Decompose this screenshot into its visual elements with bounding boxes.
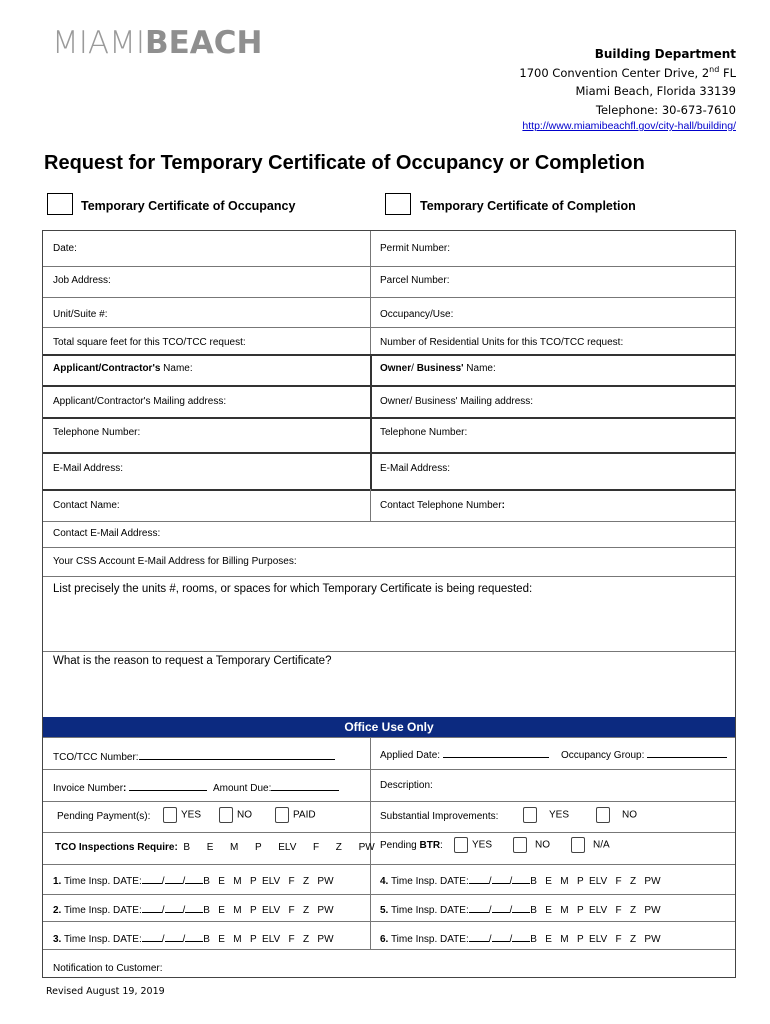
checkbox-icon[interactable] [596, 807, 610, 823]
time-insp-4[interactable]: 4. Time Insp. DATE: / / B E M P ELV F Z PW [380, 873, 661, 888]
substantial-no[interactable]: NO [596, 807, 637, 823]
list-units-field[interactable]: List precisely the units #, rooms, or spaces for which Temporary Certificate is being requested: [53, 583, 533, 595]
amount-due-field[interactable]: Amount Due: [213, 780, 339, 795]
pending-no[interactable]: NO [219, 807, 252, 823]
invoice-number-field[interactable]: Invoice Number: [53, 780, 207, 795]
miami-beach-logo: MIAMIBEACH [52, 25, 263, 61]
btr-yes[interactable]: YES [454, 837, 492, 853]
pending-yes[interactable]: YES [163, 807, 201, 823]
owner-mailing-field[interactable]: Owner/ Business' Mailing address: [380, 396, 534, 407]
contact-name-field[interactable]: Contact Name: [53, 500, 120, 511]
permit-number-field[interactable]: Permit Number: [380, 243, 451, 254]
website-link[interactable]: http://www.miamibeachfl.gov/city-hall/building/ [522, 120, 736, 132]
description-field[interactable]: Description: [380, 780, 433, 791]
department-info [519, 45, 736, 133]
office-use-banner: Office Use Only [43, 717, 735, 737]
time-insp-1[interactable]: 1. Time Insp. DATE: / / B E M P ELV F Z PW [53, 873, 334, 888]
request-form [42, 230, 736, 978]
occupancy-group-field[interactable]: Occupancy Group: [561, 747, 727, 762]
applicant-mailing-field[interactable]: Applicant/Contractor's Mailing address: [53, 396, 227, 407]
tco-inspections-require[interactable]: TCO Inspections Require: B E M P ELV F Z PW [55, 842, 375, 853]
department-name: Building Department [594, 47, 736, 61]
job-address-field[interactable]: Job Address: [53, 275, 111, 286]
time-insp-6[interactable]: 6. Time Insp. DATE: / / B E M P ELV F Z PW [380, 931, 661, 946]
checkbox-icon[interactable] [275, 807, 289, 823]
btr-na[interactable]: N/A [571, 837, 610, 853]
revised-date: Revised August 19, 2019 [46, 986, 165, 997]
applicant-email-field[interactable]: E-Mail Address: [53, 463, 124, 474]
page-title: Request for Temporary Certificate of Occupancy or Completion [44, 152, 645, 174]
checkbox-icon[interactable] [571, 837, 585, 853]
pending-btr-label: Pending BTR: [380, 840, 443, 851]
applicant-telephone-field[interactable]: Telephone Number: [53, 427, 141, 438]
address-line-2: Miami Beach, Florida 33139 [575, 84, 736, 98]
btr-no[interactable]: NO [513, 837, 550, 853]
checkbox-icon[interactable] [523, 807, 537, 823]
tcc-label: Temporary Certificate of Completion [420, 199, 636, 213]
css-email-field[interactable]: Your CSS Account E-Mail Address for Billing Purposes: [53, 556, 297, 567]
parcel-number-field[interactable]: Parcel Number: [380, 275, 450, 286]
checkbox-icon[interactable] [513, 837, 527, 853]
residential-units-field[interactable]: Number of Residential Units for this TCO/TCC request: [380, 337, 624, 348]
substantial-yes[interactable]: YES [523, 807, 569, 823]
notification-field[interactable]: Notification to Customer: [53, 963, 163, 974]
substantial-improvements-label: Substantial Improvements: [380, 811, 499, 822]
time-insp-5[interactable]: 5. Time Insp. DATE: / / B E M P ELV F Z PW [380, 902, 661, 917]
tco-checkbox[interactable] [47, 193, 73, 215]
unit-suite-field[interactable]: Unit/Suite #: [53, 309, 108, 320]
date-field[interactable]: Date: [53, 243, 77, 254]
owner-email-field[interactable]: E-Mail Address: [380, 463, 451, 474]
time-insp-3[interactable]: 3. Time Insp. DATE: / / B E M P ELV F Z PW [53, 931, 334, 946]
tco-tcc-number-field[interactable]: TCO/TCC Number: [53, 749, 335, 764]
tcc-checkbox[interactable] [385, 193, 411, 215]
owner-telephone-field[interactable]: Telephone Number: [380, 427, 468, 438]
contact-email-field[interactable]: Contact E-Mail Address: [53, 528, 161, 539]
total-sqft-field[interactable]: Total square feet for this TCO/TCC request: [53, 337, 246, 348]
checkbox-icon[interactable] [454, 837, 468, 853]
time-insp-2[interactable]: 2. Time Insp. DATE: / / B E M P ELV F Z PW [53, 902, 334, 917]
telephone: Telephone: 30-673-7610 [595, 102, 736, 117]
contact-phone-field[interactable]: Contact Telephone Number: [380, 500, 505, 511]
pending-payments-label: Pending Payment(s): [57, 811, 151, 822]
owner-name-field[interactable]: Owner/ Business' Name: [380, 363, 496, 374]
reason-field[interactable]: What is the reason to request a Temporary Certificate? [53, 655, 332, 667]
occupancy-use-field[interactable]: Occupancy/Use: [380, 309, 454, 320]
applied-date-field[interactable]: Applied Date: [380, 747, 549, 762]
address-line-1: 1700 Convention Center Drive, 2nd FL [519, 64, 736, 80]
checkbox-icon[interactable] [219, 807, 233, 823]
tco-label: Temporary Certificate of Occupancy [81, 199, 296, 213]
pending-paid[interactable]: PAID [275, 807, 316, 823]
applicant-name-field[interactable]: Applicant/Contractor's Name: [53, 363, 193, 374]
checkbox-icon[interactable] [163, 807, 177, 823]
